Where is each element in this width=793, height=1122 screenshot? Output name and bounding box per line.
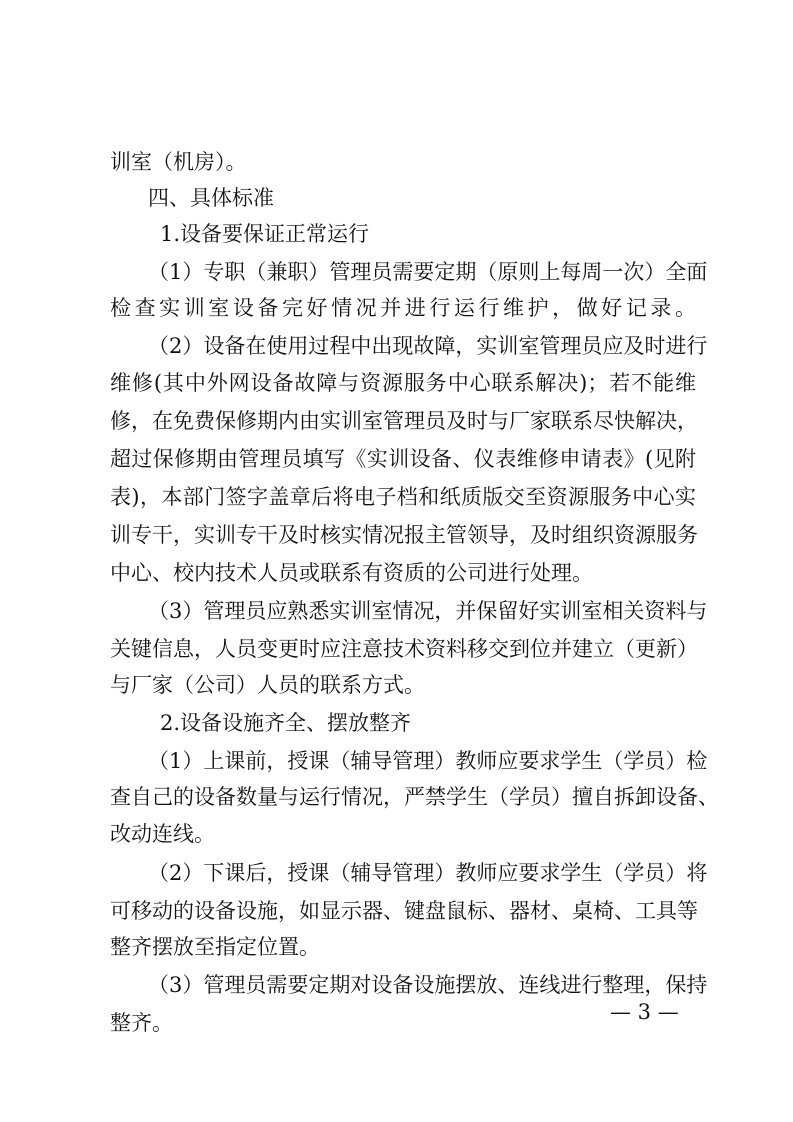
- paragraph-2-line-2: 维修(其中外网设备故障与资源服务中心联系解决)；若不能维: [110, 371, 696, 395]
- subheading-equipment-complete-orderly: 2.设备设施齐全、摆放整齐: [160, 711, 412, 735]
- text-line-1: 训室（机房）。: [110, 150, 247, 174]
- paragraph-5-line-1: （2）下课后，授课（辅导管理）教师应要求学生（学员）将: [148, 861, 708, 885]
- paragraph-3-line-3: 与厂家（公司）人员的联系方式。: [110, 673, 425, 697]
- paragraph-2-line-1: （2）设备在使用过程中出现故障，实训室管理员应及时进行: [148, 334, 708, 358]
- paragraph-1-line-2: 检查实训室设备完好情况并进行运行维护，做好记录。: [110, 296, 696, 320]
- paragraph-5-line-2: 可移动的设备设施，如显示器、键盘鼠标、器材、桌椅、工具等: [110, 899, 698, 923]
- paragraph-5-line-3: 整齐摆放至指定位置。: [110, 935, 320, 959]
- paragraph-3-line-1: （3）管理员应熟悉实训室情况，并保留好实训室相关资料与: [148, 599, 708, 623]
- paragraph-1-line-1: （1）专职（兼职）管理员需要定期（原则上每周一次）全面: [148, 260, 708, 284]
- paragraph-2-line-5: 表)，本部门签字盖章后将电子档和纸质版交至资源服务中心实: [110, 485, 696, 509]
- paragraph-2-line-6: 训专干，实训专干及时核实情况报主管领导，及时组织资源服务: [110, 523, 698, 547]
- paragraph-2-line-7: 中心、校内技术人员或联系有资质的公司进行处理。: [110, 561, 593, 585]
- section-heading-specific-standards: 四、具体标准: [148, 186, 274, 210]
- paragraph-4-line-3: 改动连线。: [110, 822, 215, 846]
- paragraph-4-line-1: （1）上课前，授课（辅导管理）教师应要求学生（学员）检: [148, 749, 708, 773]
- paragraph-2-line-4: 超过保修期由管理员填写《实训设备、仪表维修申请表》(见附: [110, 447, 696, 471]
- paragraph-6-line-1: （3）管理员需要定期对设备设施摆放、连线进行整理，保持: [148, 973, 708, 997]
- paragraph-4-line-2: 查自己的设备数量与运行情况，严禁学生（学员）擅自拆卸设备、: [110, 785, 719, 809]
- page-number: — 3 —: [610, 1000, 679, 1024]
- paragraph-3-line-2: 关键信息，人员变更时应注意技术资料移交到位并建立（更新）: [110, 637, 698, 661]
- paragraph-2-line-3: 修，在免费保修期内由实训室管理员及时与厂家联系尽快解决，: [110, 409, 698, 433]
- subheading-equipment-normal-operation: 1.设备要保证正常运行: [160, 222, 370, 246]
- paragraph-6-line-2: 整齐。: [110, 1011, 173, 1035]
